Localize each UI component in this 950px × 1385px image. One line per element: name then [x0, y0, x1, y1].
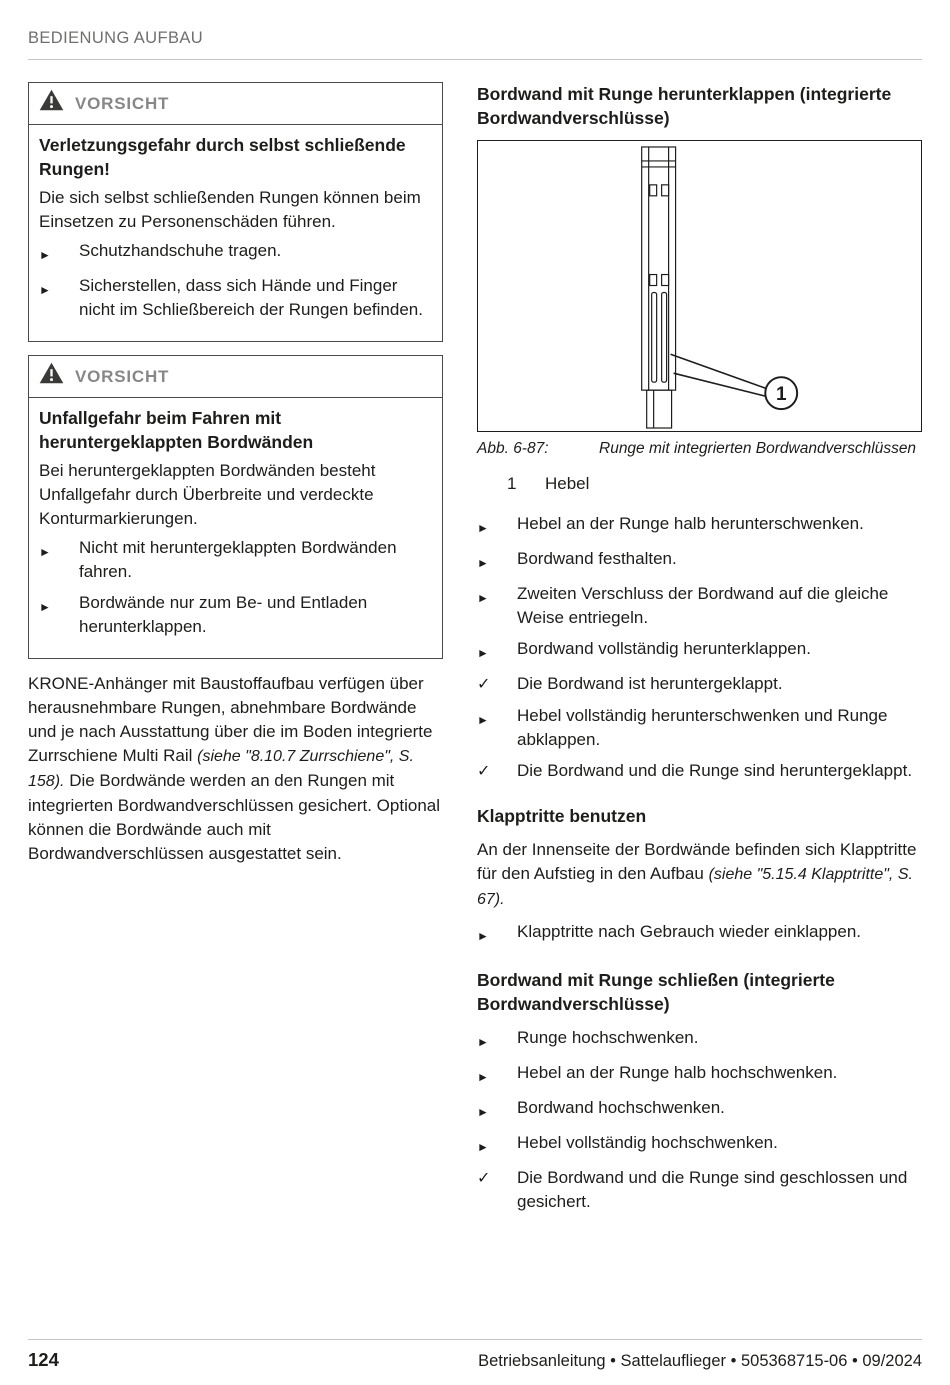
left-column — [28, 82, 443, 866]
action-arrow-icon: ► — [477, 1035, 489, 1049]
warning-title: Verletzungsgefahr durch selbst schließende Rungen! — [39, 135, 406, 179]
step-text: Bordwand festhalten. — [517, 549, 677, 568]
steps-list-klapptritte — [477, 920, 922, 948]
warning-box-bordwaende — [28, 355, 443, 659]
step-text: Hebel vollständig herunterschwenken und Runge abklappen. — [517, 706, 888, 749]
legend-label: Hebel — [545, 474, 590, 493]
action-arrow-icon: ► — [39, 600, 51, 614]
action-step — [477, 512, 922, 540]
cross-reference: (siehe "8.10.7 Zurrschiene", S. 158). — [28, 748, 414, 790]
right-column — [477, 82, 922, 1221]
step-text: Bordwände nur zum Be- und Entladen herunterklappen. — [79, 593, 368, 636]
step-text: Nicht mit heruntergeklappten Bordwänden fahren. — [79, 538, 397, 581]
paragraph-text: KRONE-Anhänger mit Baustoffaufbau verfügen über herausnehmbare Rungen, abnehmbare Bordwände und je nach Ausstattung über die im Boden integrierte Zurrschiene Multi Rail — [28, 674, 433, 765]
footer-info: Betriebsanleitung • Sattelauflieger • 505368715-06 • 09/2024 — [478, 1352, 922, 1370]
action-step — [39, 536, 432, 584]
figure — [477, 140, 922, 460]
figure-legend — [477, 472, 922, 496]
action-arrow-icon: ► — [477, 591, 489, 605]
action-arrow-icon: ► — [477, 1070, 489, 1084]
figure-caption — [477, 438, 922, 460]
step-text: Die Bordwand ist heruntergeklappt. — [517, 674, 783, 693]
page-number: 124 — [28, 1349, 59, 1370]
action-step — [477, 1096, 922, 1124]
action-arrow-icon: ► — [477, 646, 489, 660]
step-text: Klapptritte nach Gebrauch wieder einklappen. — [517, 922, 861, 941]
action-arrow-icon: ► — [39, 545, 51, 559]
warning-text: Die sich selbst schließenden Rungen können beim Einsetzen zu Personenschäden führen. — [39, 188, 421, 231]
section-heading-schliessen: Bordwand mit Runge schließen (integrierte Bordwandverschlüsse) — [477, 970, 835, 1014]
action-arrow-icon: ► — [477, 713, 489, 727]
warning-triangle-icon — [39, 89, 64, 118]
action-step — [477, 920, 922, 948]
step-text: Hebel vollständig hochschwenken. — [517, 1133, 778, 1152]
figure-box — [477, 140, 922, 432]
paragraph-text: An der Innenseite der Bordwände befinden sich Klapptritte für den Aufstieg in den Aufbau — [477, 840, 917, 883]
action-arrow-icon: ► — [477, 521, 489, 535]
step-text: Zweiten Verschluss der Bordwand auf die gleiche Weise entriegeln. — [517, 584, 889, 627]
result-step — [477, 759, 922, 784]
check-mark-icon: ✓ — [477, 676, 491, 693]
step-text: Die Bordwand und die Runge sind geschlossen und gesichert. — [517, 1168, 908, 1211]
caption-text: Runge mit integrierten Bordwandverschlüssen — [599, 440, 917, 457]
warning-label: VORSICHT — [75, 366, 170, 386]
step-text: Die Bordwand und die Runge sind heruntergeklappt. — [517, 761, 913, 780]
action-step — [477, 637, 922, 665]
section-heading-klapptritte: Klapptritte benutzen — [477, 806, 647, 826]
callout-marker — [765, 377, 797, 409]
steps-list-herunterklappen — [477, 512, 922, 784]
klapptritte-paragraph — [477, 838, 922, 912]
action-arrow-icon: ► — [39, 283, 51, 297]
check-mark-icon: ✓ — [477, 1170, 491, 1187]
warning-triangle-icon — [39, 362, 64, 391]
step-text: Runge hochschwenken. — [517, 1028, 699, 1047]
check-mark-icon: ✓ — [477, 763, 491, 780]
action-step — [477, 1061, 922, 1089]
action-step — [477, 582, 922, 630]
warning-header — [29, 356, 442, 398]
warning-box-rungen — [28, 82, 443, 342]
step-text: Hebel an der Runge halb herunterschwenken. — [517, 514, 864, 533]
step-text: Bordwand hochschwenken. — [517, 1098, 725, 1117]
result-step — [477, 1166, 922, 1214]
two-column-layout — [28, 82, 922, 1221]
stanchion-drawing — [478, 141, 921, 431]
warning-label: VORSICHT — [75, 93, 170, 113]
callout-number: 1 — [775, 384, 787, 406]
warning-title: Unfallgefahr beim Fahren mit heruntergeklappten Bordwänden — [39, 408, 314, 452]
action-step — [477, 1131, 922, 1159]
action-arrow-icon: ► — [477, 556, 489, 570]
section-heading-herunterklappen: Bordwand mit Runge herunterklappen (integrierte Bordwandverschlüsse) — [477, 84, 892, 128]
caption-label: Abb. 6-87: — [477, 440, 549, 457]
header-divider — [28, 59, 922, 60]
action-step — [477, 704, 922, 752]
action-arrow-icon: ► — [477, 1105, 489, 1119]
running-header: BEDIENUNG AUFBAU — [28, 29, 204, 47]
action-arrow-icon: ► — [477, 1140, 489, 1154]
action-arrow-icon: ► — [477, 929, 489, 943]
cross-reference: (siehe "5.15.4 Klapptritte", S. 67). — [477, 866, 913, 908]
warning-body — [29, 398, 442, 658]
action-step — [39, 239, 432, 267]
warning-header — [29, 83, 442, 125]
paragraph-text: Die Bordwände werden an den Rungen mit integrierten Bordwandverschlüssen gesichert. Optional können die Bordwände auch mit Bordwandverschlüssen ausgestattet sein. — [28, 771, 441, 863]
action-step — [477, 547, 922, 575]
action-step — [39, 591, 432, 639]
intro-paragraph — [28, 672, 443, 866]
step-text: Bordwand vollständig herunterklappen. — [517, 639, 811, 658]
warning-body — [29, 125, 442, 341]
steps-list-schliessen — [477, 1026, 922, 1214]
action-step — [39, 274, 432, 322]
warning-text: Bei heruntergeklappten Bordwänden besteht Unfallgefahr durch Überbreite und verdeckte Konturmarkierungen. — [39, 461, 376, 528]
step-text: Hebel an der Runge halb hochschwenken. — [517, 1063, 838, 1082]
result-step — [477, 672, 922, 697]
action-arrow-icon: ► — [39, 248, 51, 262]
step-text: Sicherstellen, dass sich Hände und Finger nicht im Schließbereich der Rungen befinden. — [79, 276, 423, 319]
page-footer — [28, 1339, 922, 1373]
action-step — [477, 1026, 922, 1054]
legend-number: 1 — [507, 474, 517, 493]
step-text: Schutzhandschuhe tragen. — [79, 241, 282, 260]
